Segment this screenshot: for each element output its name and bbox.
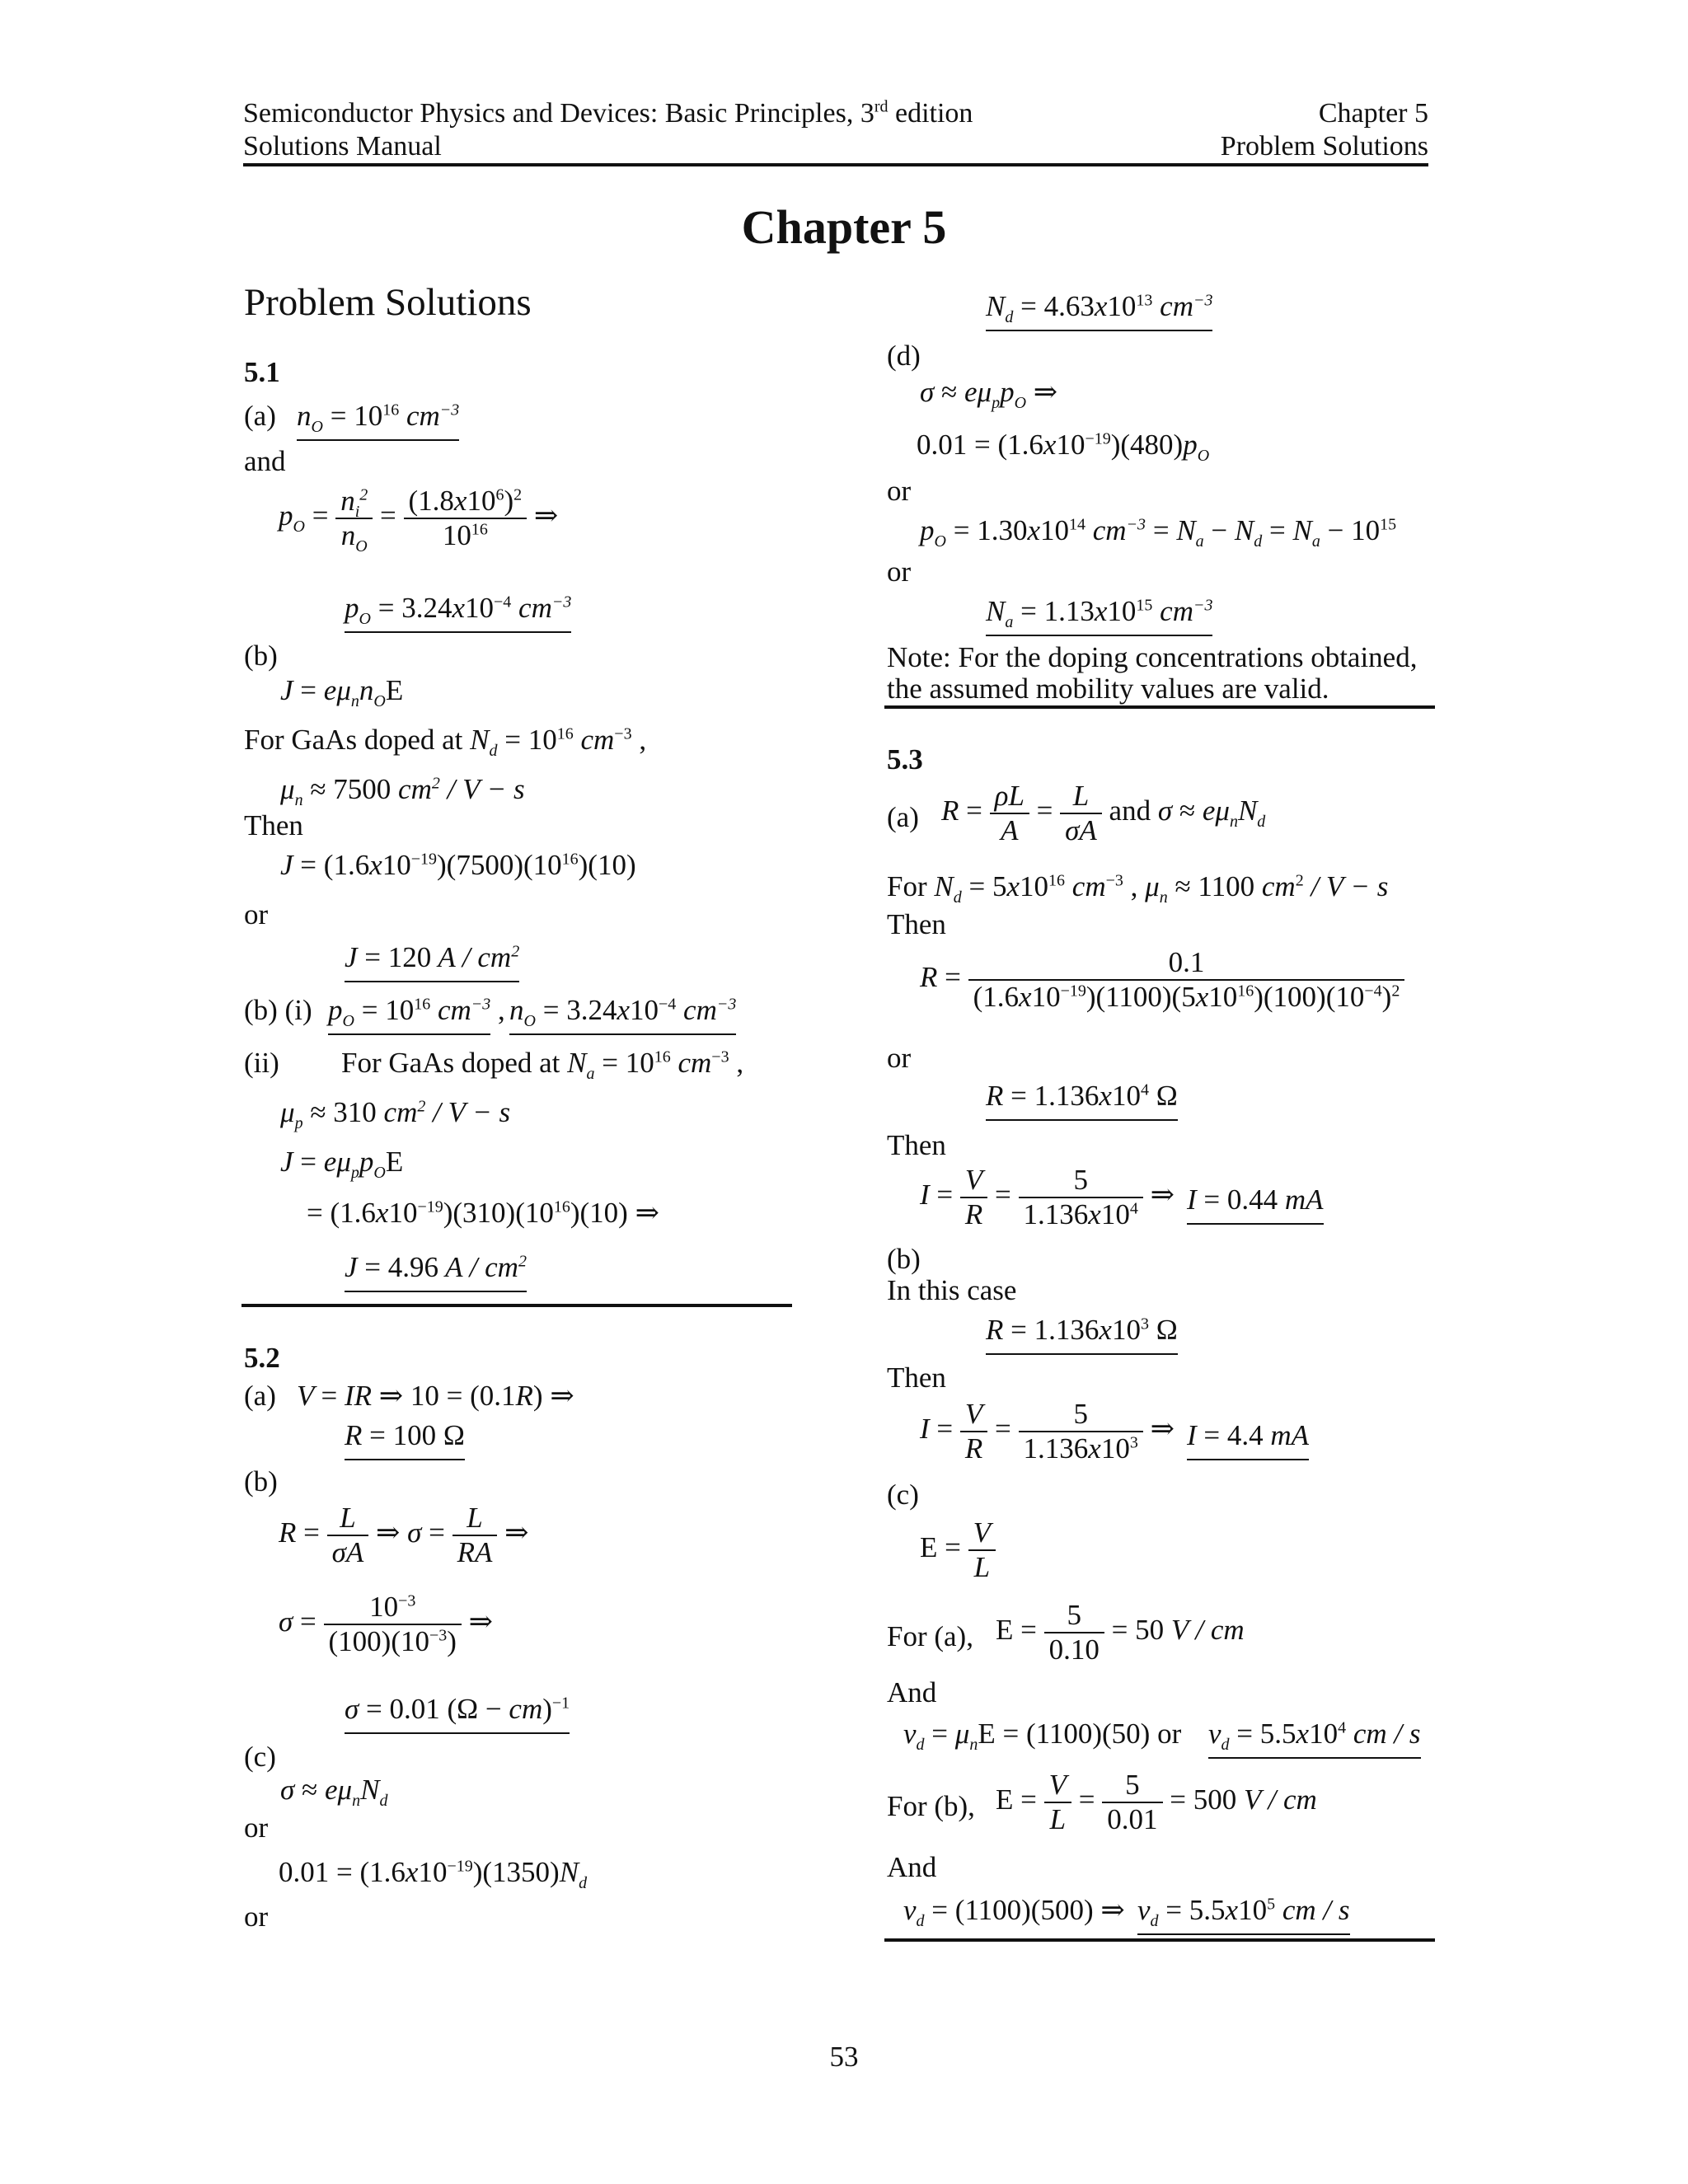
eq-5-3-R: R = $\frac{\rho L}{A}$ = $\frac{L}{\sigma A}$ and $\sigma \approx e\mu_nN_d$ — [941, 780, 1266, 846]
eq-5-3-E2: E = $\frac{V}{L}$ = $\frac{5}{0.01}$ = 500 V / cm — [996, 1769, 1317, 1835]
problem-5-2: 5.2 — [244, 1342, 280, 1374]
eq-5-3-vd2: $v_d = 5.5x10^5$ cm / s — [1137, 1894, 1350, 1935]
eq-5-3-vd1-calc: $v_d = \mu_nE = (1100)(50)$ or — [903, 1718, 1182, 1754]
eq-5-3-E1: E = $\frac{5}{0.10}$ = 50 V / cm — [996, 1599, 1245, 1666]
label-or-5: or — [887, 555, 912, 588]
page-number: 53 — [829, 2041, 859, 2073]
eq-5-3-R1: $R = 1.136x10^4$ Ω — [986, 1080, 1178, 1121]
problem-5-1: 5.1 — [244, 356, 280, 388]
for-a: For (a), — [887, 1620, 973, 1652]
label-d: (d) — [887, 340, 921, 372]
eq-5-2-sig-frac: σ = $\frac{10^{-3}}{(100)(10^{-3})}$ ⇒ — [279, 1591, 493, 1657]
label-a-3: (a) — [887, 801, 919, 833]
note-line2: the assumed mobility values are valid. — [887, 673, 1329, 705]
eq-5-2-V: V = IR ⇒ 10 = (0.1R) ⇒ — [297, 1380, 574, 1412]
eq-5-1-J: $J = e\mu_nn_OE$ — [280, 674, 404, 710]
eq-5-1-mup: $\mu_p \approx 310$ $cm^2 / V - s$ — [280, 1096, 511, 1132]
for-nd-text: For $N_d = 5x10^{16}$ $cm^{-3}$ , $\mu_n \approx 1100$ $cm^2 / V - s$ — [887, 870, 1389, 907]
label-a: (a) — [244, 400, 276, 432]
label-And-1: And — [887, 1676, 937, 1708]
eq-5-1-Jp-calc: = $(1.6x10^{-19})(310)(10^{16})(10)$ ⇒ — [307, 1197, 659, 1229]
eq-5-1-mun: $\mu_n \approx 7500$ $cm^2 / V - s$ — [280, 773, 525, 809]
label-or-2: or — [244, 1811, 269, 1844]
eq-5-2-calc: $0.01 = (1.6x10^{-19})(1350)N_d$ — [279, 1856, 588, 1892]
label-a-2: (a) — [244, 1380, 276, 1412]
label-then-1: Then — [244, 809, 303, 841]
eq-5-1-po-result: $p_O = 3.24x10^{-4}$ $cm^{-3}$ — [345, 592, 571, 633]
label-b-2: (b) — [244, 1465, 278, 1497]
label-And-2: And — [887, 1851, 937, 1883]
label-then-3: Then — [887, 1129, 946, 1161]
eq-5-1-J2: J = 4.96 A / $cm^2$ — [345, 1251, 527, 1292]
eq-5-1-J-calc: $J = (1.6x10^{-19})(7500)(10^{16})(10)$ — [280, 849, 636, 881]
eq-5-2-po: $p_O = 1.30x10^{14}$ $cm^{-3} = N_a - N_d = N_a - 10^{15}$ — [920, 514, 1397, 551]
eq-5-1-po-bi: $p_O = 10^{16}$ $cm^{-3}$ — [328, 994, 490, 1035]
eq-5-1-po-frac: $p_O$ = $\frac{n_i^2}{n_O}$ = $\frac{(1.8x10^6)^2}{10^{16}}$ ⇒ — [279, 485, 559, 555]
label-b-3: (b) — [887, 1243, 921, 1275]
label-or-6: or — [887, 1042, 912, 1074]
eq-5-3-R-calc: R = $\frac{0.1}{(1.6x10^{-19})(1100)(5x10^{16})(100)(10^{-4})^2}$ — [920, 946, 1404, 1014]
header-left-line1: Semiconductor Physics and Devices: Basic Principles, 3rd edition — [243, 97, 973, 129]
divider-5-2 — [884, 705, 1435, 709]
eq-5-2-Rsig: R = $\frac{L}{\sigma A}$ ⇒ σ = $\frac{L}{RA}$ ⇒ — [279, 1502, 529, 1568]
label-and: and — [244, 445, 286, 477]
comma: , — [498, 994, 505, 1026]
page-title: Chapter 5 — [741, 200, 947, 254]
eq-5-1-no-bi: $n_O = 3.24x10^{-4}$ $cm^{-3}$ — [509, 994, 736, 1035]
label-or-1: or — [244, 898, 269, 930]
eq-5-3-vd1: $v_d = 5.5x10^4$ cm / s — [1208, 1718, 1421, 1759]
label-then-4: Then — [887, 1361, 946, 1394]
gaas-nd-text: For GaAs doped at $N_d = 10^{16}$ $cm^{-3}$ , — [244, 724, 647, 760]
eq-5-2-R: R = 100 Ω — [345, 1419, 465, 1460]
label-then-2: Then — [887, 908, 946, 940]
eq-5-2-sigma: σ = 0.01 (Ω − cm)$^{-1}$ — [345, 1693, 570, 1734]
eq-5-2-Na: $N_a = 1.13x10^{15}$ $cm^{-3}$ — [986, 595, 1212, 636]
eq-5-3-I1-result: I = 0.44 mA — [1187, 1183, 1324, 1225]
eq-5-2-d-calc: $0.01 = (1.6x10^{-19})(480)p_O$ — [917, 429, 1210, 465]
label-b-i: (b) (i) — [244, 994, 312, 1026]
label-ii: (ii) — [244, 1047, 279, 1079]
header-left-line2: Solutions Manual — [243, 131, 442, 162]
for-b: For (b), — [887, 1790, 975, 1822]
eq-5-1-Jp: $J = e\mu_pp_OE$ — [280, 1146, 404, 1182]
section-title: Problem Solutions — [244, 281, 532, 324]
header-right-line2: Problem Solutions — [1220, 131, 1428, 162]
label-or-3: or — [244, 1900, 269, 1933]
label-or-4: or — [887, 475, 912, 507]
divider-5-3 — [884, 1938, 1435, 1942]
eq-5-1-no: $n_O = 10^{16}$ $cm^{-3}$ — [297, 400, 459, 441]
label-b: (b) — [244, 640, 278, 672]
in-this-case: In this case — [887, 1274, 1017, 1306]
eq-5-3-I1: I = $\frac{V}{R}$ = $\frac{5}{1.136x10^4}$ ⇒ — [920, 1164, 1175, 1230]
eq-5-3-I2-result: I = 4.4 mA — [1187, 1419, 1309, 1460]
eq-5-2-d-sig: $\sigma \approx e\mu_pp_O$ ⇒ — [920, 376, 1058, 412]
eq-5-3-E: E = $\frac{V}{L}$ — [920, 1516, 996, 1584]
eq-5-2-sig-approx: $\sigma \approx e\mu_nN_d$ — [280, 1774, 388, 1810]
divider-5-1 — [241, 1304, 792, 1307]
eq-5-3-R2: $R = 1.136x10^3$ Ω — [986, 1314, 1178, 1355]
header-right-line1: Chapter 5 — [1318, 98, 1428, 129]
eq-5-2-Nd: $N_d = 4.63x10^{13}$ $cm^{-3}$ — [986, 290, 1212, 331]
note-line1: Note: For the doping concentrations obtained, — [887, 641, 1418, 673]
eq-5-1-J1: J = 120 A / $cm^2$ — [345, 941, 519, 982]
gaas-na-text: For GaAs doped at $N_a = 10^{16}$ $cm^{-3}$ , — [341, 1047, 744, 1083]
label-c: (c) — [244, 1741, 276, 1773]
header-rule — [243, 163, 1428, 166]
eq-5-3-I2: I = $\frac{V}{R}$ = $\frac{5}{1.136x10^3}$ ⇒ — [920, 1398, 1175, 1465]
label-c-2: (c) — [887, 1479, 919, 1511]
problem-5-3: 5.3 — [887, 743, 923, 776]
eq-5-3-vd2-calc: $v_d = (1100)(500)$ ⇒ — [903, 1894, 1125, 1930]
